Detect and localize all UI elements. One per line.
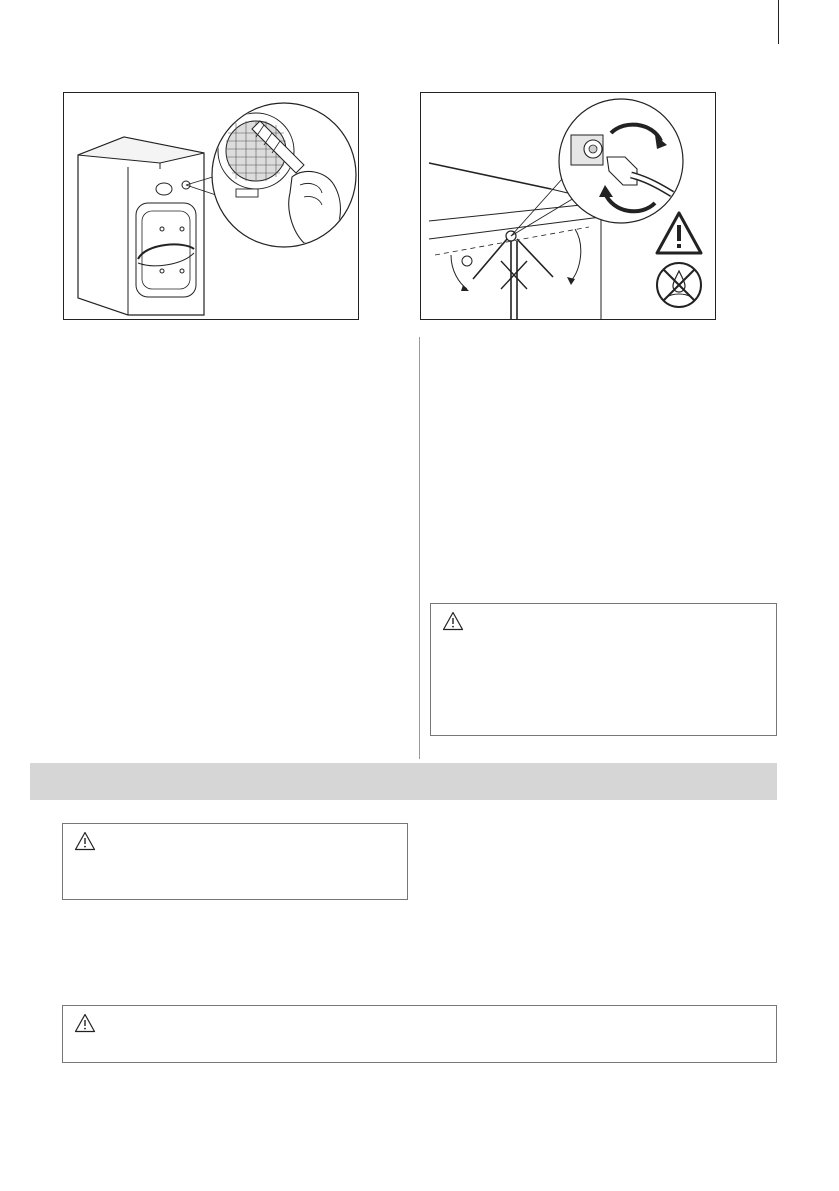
figure-inlet-filter-cleaning [63, 92, 359, 320]
crop-mark-right [778, 0, 779, 44]
section-heading-bar [30, 763, 777, 800]
warning-triangle-icon [442, 611, 464, 631]
warning-triangle-icon [74, 1013, 96, 1033]
warning-triangle-icon [74, 831, 96, 851]
no-water-tap-icon [657, 263, 701, 307]
figure-inlet-hose-connection [420, 92, 716, 320]
warning-box [62, 823, 408, 900]
warning-box [62, 1005, 777, 1063]
warning-box [430, 603, 777, 736]
warning-triangle-icon [657, 213, 701, 253]
column-divider [419, 337, 420, 759]
